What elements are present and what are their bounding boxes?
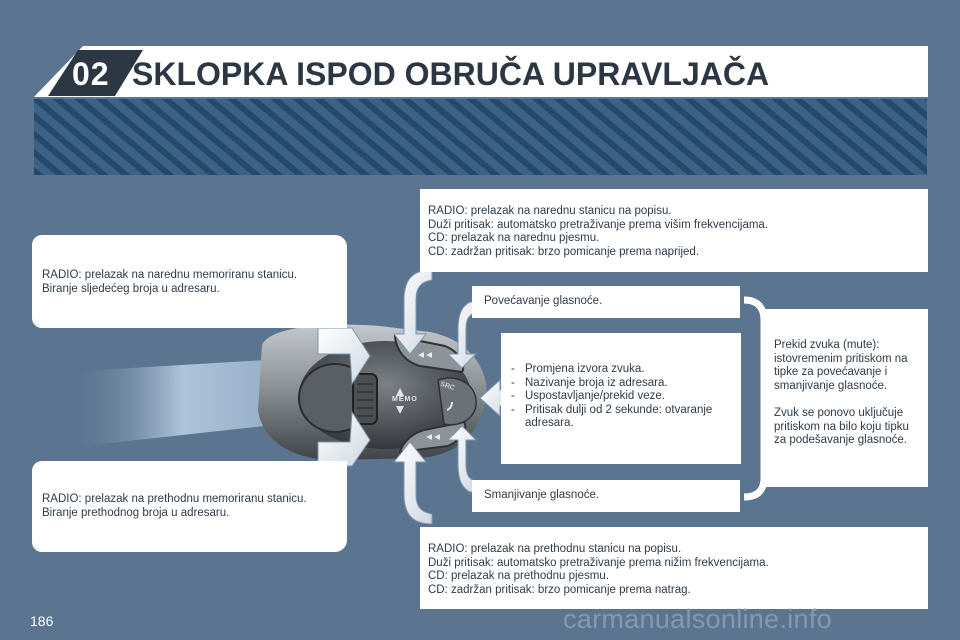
memory-next-text: RADIO: prelazak na narednu memoriranu stanicu. Biranje sljedećeg broja u adresaru. — [42, 269, 298, 295]
memory-prev-box — [32, 461, 347, 552]
volume-down-text: Smanjivanje glasnoće. — [484, 489, 600, 501]
page-number: 186 — [30, 613, 54, 629]
seek-next-box — [420, 189, 928, 272]
seek-next-text: RADIO: prelazak na narednu stanicu na popisu. Duži pritisak: automatsko pretraživanje prema višim frekvencijama. CD: prelazak na narednu pjesmu. CD: zadržan pritisak: brzo pomicanje prema naprijed. — [428, 205, 769, 258]
watermark: carmanualsonline.info — [563, 604, 832, 634]
source-list — [511, 363, 731, 431]
chapter-number: 02 — [72, 56, 110, 92]
mute-text-2: Zvuk se ponovo uključuje pritiskom na bilo koju tipku za podešavanje glasnoće. — [774, 407, 909, 446]
list-item: - Uspostavljanje/prekid veze. — [511, 390, 731, 404]
volume-up-box — [472, 286, 740, 318]
memory-prev-text: RADIO: prelazak na prethodnu memoriranu stanicu. Biranje prethodnog broja u adresaru. — [42, 493, 307, 519]
memory-next-box — [32, 235, 347, 328]
page-title: SKLOPKA ISPOD OBRUČA UPRAVLJAČA — [132, 56, 770, 92]
list-item: - Nazivanje broja iz adresara. — [511, 377, 731, 391]
list-item: - Pritisak dulji od 2 sekunde: otvaranje adresara. — [511, 404, 731, 431]
source-box — [501, 333, 741, 464]
src-label: SRC — [439, 380, 456, 393]
volume-down-box — [472, 480, 740, 512]
volume-up-text: Povećavanje glasnoće. — [484, 295, 603, 307]
mute-text-1: Prekid zvuka (mute): istovremenim pritiskom na tipke za povećavanje i smanjivanje glasnoće. — [774, 339, 908, 392]
seek-prev-text: RADIO: prelazak na prethodnu stanicu na popisu. Duži pritisak: automatsko pretraživanje prema nižim frekvencijama. CD: prelazak na prethodnu pjesmu. CD: zadržan pritisak: brzo pomicanje prema natrag. — [428, 543, 769, 596]
mute-box — [764, 309, 928, 487]
memo-label: MEMO — [392, 396, 418, 403]
list-item: - Promjena izvora zvuka. — [511, 363, 731, 377]
seek-prev-box — [420, 527, 928, 609]
